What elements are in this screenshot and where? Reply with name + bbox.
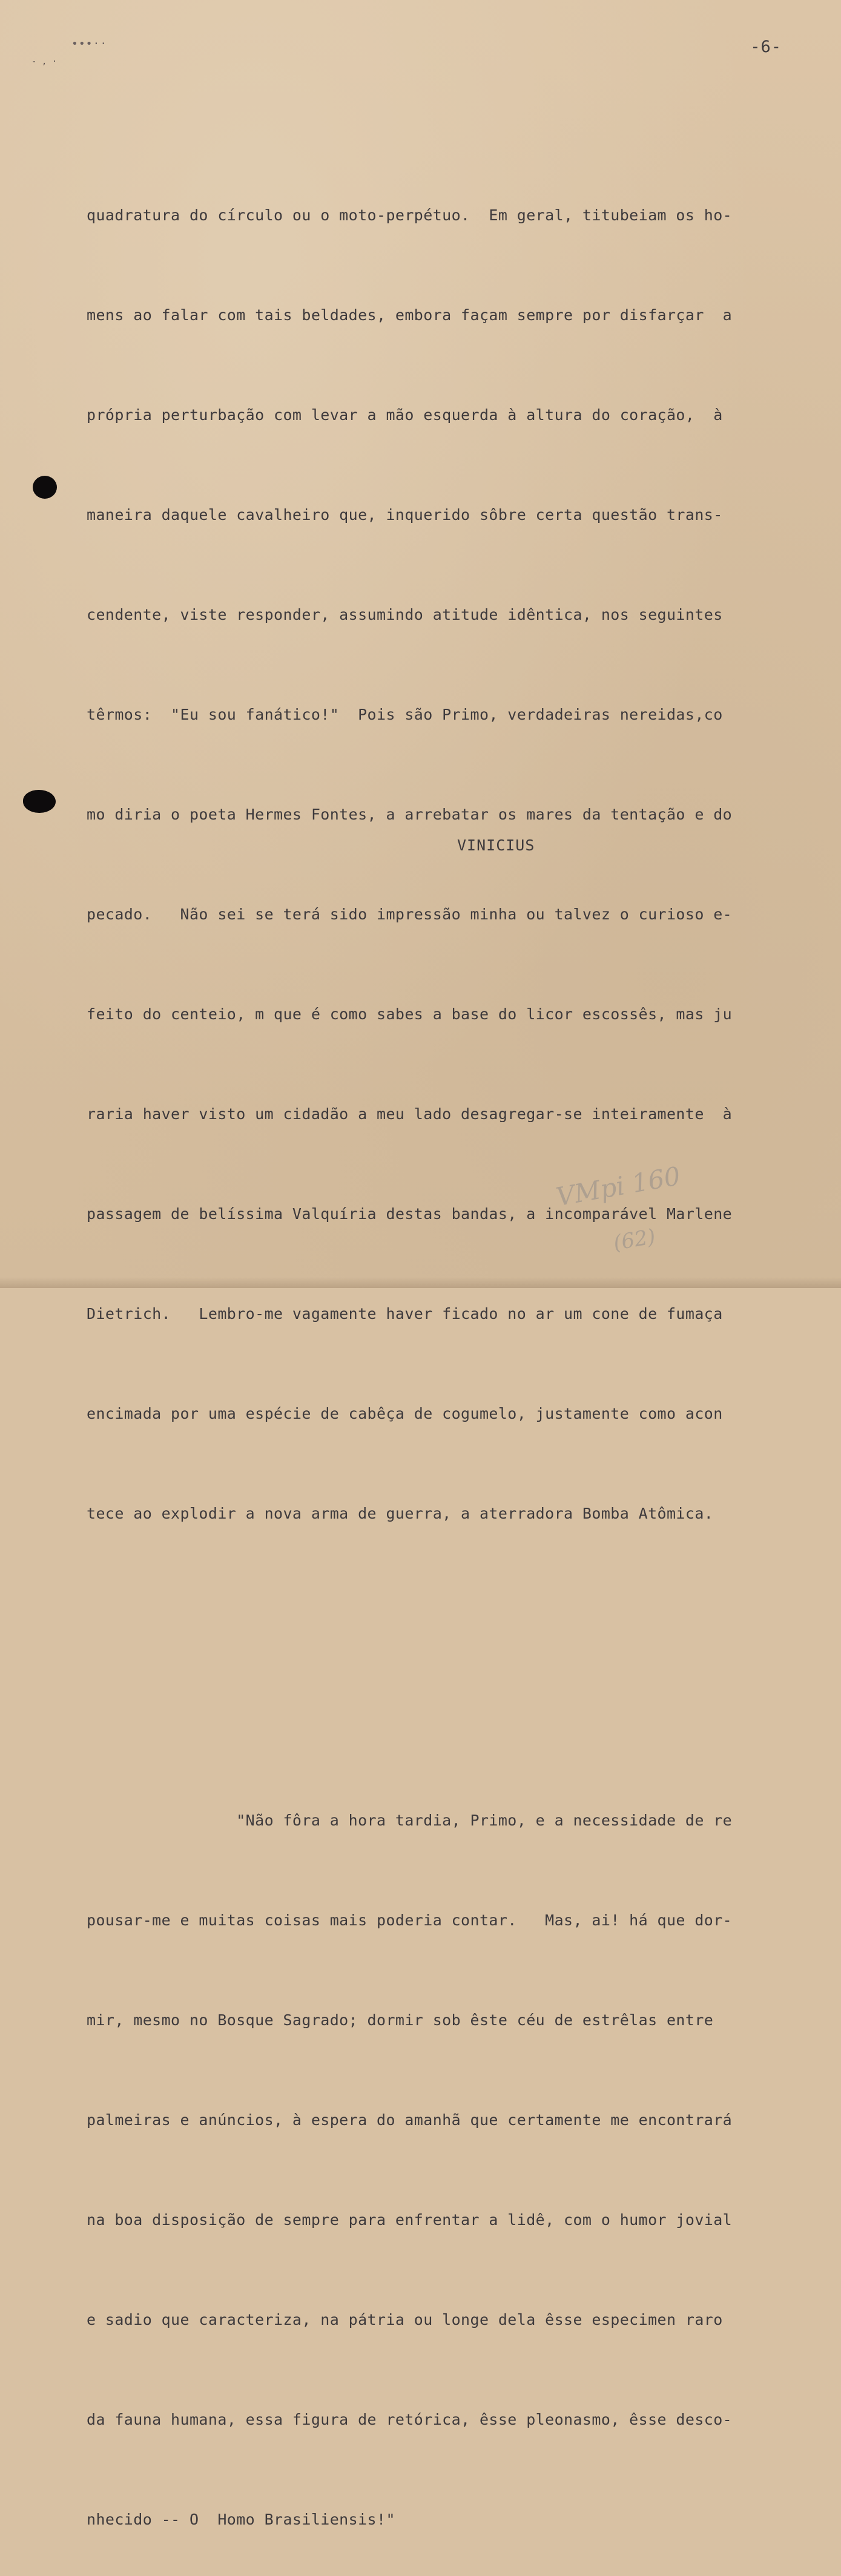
archive-pencil-note-sub: (62) xyxy=(612,1224,658,1256)
text-line: mens ao falar com tais beldades, embora façam sempre por disfarçar a xyxy=(87,306,733,324)
corner-mark-secondary: - , · xyxy=(31,57,58,67)
paragraph-2 xyxy=(87,1737,783,2576)
text-line: raria haver visto um cidadão a meu lado desagregar-se inteiramente à xyxy=(87,1105,733,1123)
corner-mark: •••·· xyxy=(71,38,108,50)
text-line: pecado. Não sei se terá sido impressão minha ou talvez o curioso e- xyxy=(87,905,733,923)
text-line: "Não fôra a hora tardia, Primo, e a necessidade de re xyxy=(87,1812,733,1829)
punch-hole-upper xyxy=(33,476,57,499)
text-line: na boa disposição de sempre para enfrentar a lidê, com o humor jovial xyxy=(87,2211,733,2229)
text-line: cendente, viste responder, assumindo atitude idêntica, nos seguintes xyxy=(87,606,723,623)
text-line: nhecido -- O Homo Brasiliensis!" xyxy=(87,2511,395,2528)
text-line: maneira daquele cavalheiro que, inquerido sôbre certa questão trans- xyxy=(87,506,723,524)
text-line: e sadio que caracteriza, na pátria ou longe dela êsse especimen raro xyxy=(87,2311,723,2328)
punch-hole-lower xyxy=(23,790,56,813)
text-line: da fauna humana, essa figura de retórica, êsse pleonasmo, êsse desco- xyxy=(87,2411,733,2428)
text-line: passagem de belíssima Valquíria destas bandas, a incomparável Marlene xyxy=(87,1205,733,1223)
text-line: própria perturbação com levar a mão esquerda à altura do coração, à xyxy=(87,406,723,424)
text-line: tece ao explodir a nova arma de guerra, a aterradora Bomba Atômica. xyxy=(87,1505,714,1522)
text-line: mo diria o poeta Hermes Fontes, a arrebatar os mares da tentação e do xyxy=(87,806,733,823)
page-number: -6- xyxy=(750,38,782,56)
paragraph-1 xyxy=(87,132,783,1597)
text-line: quadratura do círculo ou o moto-perpétuo. Em geral, titubeiam os ho- xyxy=(87,206,733,224)
text-line: pousar-me e muitas coisas mais poderia contar. Mas, ai! há que dor- xyxy=(87,1911,733,1929)
text-line: Dietrich. Lembro-me vagamente haver ficado no ar um cone de fumaça xyxy=(87,1305,723,1322)
paragraph-gap xyxy=(87,1663,783,1671)
text-line: palmeiras e anúncios, à espera do amanhã que certamente me encontrará xyxy=(87,2111,733,2129)
text-line: feito do centeio, m que é como sabes a base do licor escossês, mas ju xyxy=(87,1005,733,1023)
text-line: encimada por uma espécie de cabêça de cogumelo, justamente como acon xyxy=(87,1405,723,1422)
signature: VINICIUS xyxy=(457,836,535,854)
text-line: têrmos: "Eu sou fanático!" Pois são Primo, verdadeiras nereidas,co xyxy=(87,706,723,723)
body-text xyxy=(87,65,783,2576)
archive-pencil-note: VMpi 160 xyxy=(553,1161,683,1212)
text-line: mir, mesmo no Bosque Sagrado; dormir sob êste céu de estrêlas entre xyxy=(87,2011,714,2029)
